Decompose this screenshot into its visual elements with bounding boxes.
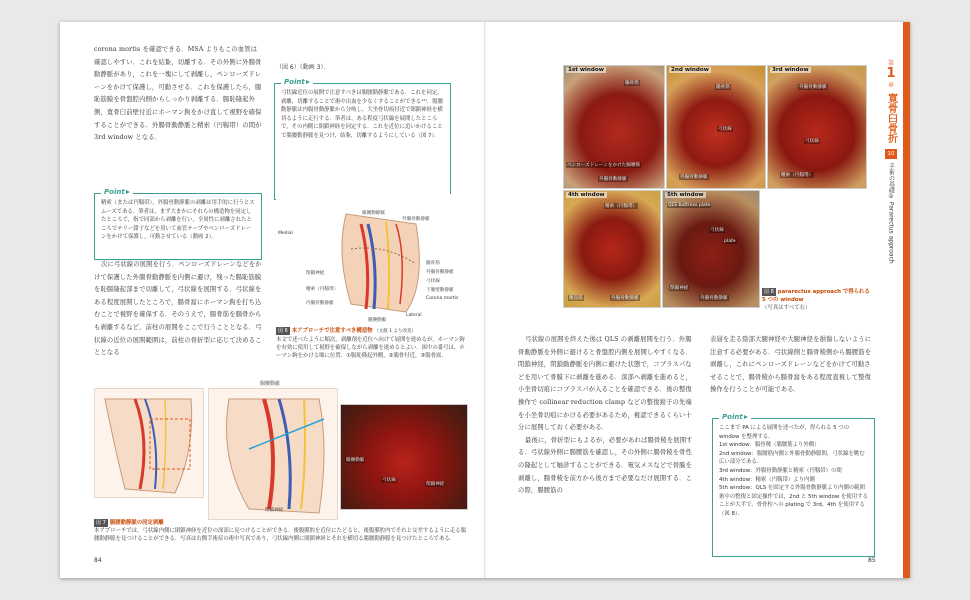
point-tag: Point — [101, 188, 133, 197]
point-item: 4th window：精索（円靱帯）より内側 — [719, 476, 815, 483]
fig6-label: 外腸骨動静脈 — [426, 270, 454, 275]
figure-number: 図 6 — [278, 328, 288, 334]
point-item: 5th window：QLS を固定する外腸骨動静脈より内側の範囲 — [719, 485, 865, 492]
photo-label: 腸骨筋 — [625, 81, 639, 86]
chapter-word: 章 — [887, 82, 894, 89]
point-box-3 — [712, 413, 875, 557]
point-item: 3rd window：外腸骨動静脈と精索（円靱帯）の間 — [719, 467, 842, 474]
photo-label: 腸骨筋 — [716, 85, 730, 90]
figure-sub: （写真はすべて右） — [762, 305, 811, 311]
photo-label: ペンローズドレーンをかけた腸腰筋 — [567, 163, 641, 168]
page-number-left: 84 — [94, 557, 102, 564]
chapter-prefix: 第 — [887, 60, 894, 67]
figure-number: 図 8 — [764, 289, 774, 295]
fig6-label: 精索（円靱帯） — [306, 287, 339, 292]
paragraph: corona mortis を確認できる．MSA よりもこの血管は確認しやすい．これを結紮，切離する．その外側に外腸骨動静脈があり，これを一塊にして剥離し，ペンローズドレーンをかけて保護し，可動させる．これを保護したら，腸恥筋膜を骨盤腔内側からしっかり剥離する．腸恥隆起外側，寛骨臼前壁付近にホーマン鉤をかけ直して視野を確保することができる．外腸骨動静脈と精索（円靱帯）の間が 3rd window となる． — [94, 46, 262, 142]
figure-7-photo — [340, 404, 468, 510]
figure-caption-text: 本アプローチでは，弓状線内側に閉鎖神経を近位の深部に見つけることができる．後腹膜腔を近位にたどると，後腹膜腔内でそれと交差するように走る腸腰動静脈を見つけることができる．写真は右側手術症の術中写真であり，弓状線内側に閉鎖神経とそれを横切る腸腰動静脈を見つけたところである． — [94, 528, 466, 542]
photo-label: 腸腰動脈 — [346, 458, 365, 463]
chapter-title: 寛骨臼骨折 — [885, 93, 897, 143]
point-text: 弓状線近位の展開で注意すべきは腸腰動静脈である．これを同定，剥離，切離することで術中出血を少なくすることができる¹²⁾．腸腰動静脈は内腸骨動静脈から分岐し，大坐骨切痕付近で閉鎖神経を横切るように走行する．筆者は，ある程度弓状線を展開したところで，その内側に閉鎖神経を同定する．これを近位に追いかけることで腸腰動静脈を見つけ，結紮，切離するようにしている（図 7）． — [281, 90, 443, 139]
window-label: 5th window — [667, 192, 704, 198]
window-label: 2nd window — [671, 67, 709, 73]
photo-label: 弓状線 — [718, 127, 732, 132]
fig6-label: Corona mortis — [426, 296, 459, 301]
window-label: 1st window — [568, 67, 604, 73]
figure-6-caption — [276, 327, 466, 360]
gutter — [484, 22, 486, 578]
window-photo-5 — [662, 190, 760, 308]
chapter-number: 1 — [886, 66, 896, 81]
figure-ref: （文献 1 より改変） — [374, 329, 416, 334]
figure-reference: （図 6）（動画 3）． — [276, 64, 330, 71]
window-photo-2 — [666, 65, 766, 189]
point-box-2 — [274, 78, 451, 200]
point-intro: ここまで PA による展開を述べたが，得られる 5 つの window を整理する． — [719, 425, 850, 440]
left-col2-top — [276, 62, 466, 71]
photo-label: 弓状線 — [710, 228, 724, 233]
photo-label: 腹直筋 — [569, 296, 583, 301]
fig7-top-label: 腸腰動脈 — [260, 381, 281, 387]
right-col2-text — [710, 334, 875, 397]
figure-8-caption — [762, 288, 872, 312]
figure-title: pararectus approach で得られる 5 つの window — [762, 289, 870, 303]
point-item: 1st window：腸骨稜（腸腰筋より外側） — [719, 442, 820, 449]
page-number-right: 85 — [868, 557, 876, 564]
figure-6-illustration — [276, 194, 466, 324]
photo-label: plate — [724, 239, 736, 244]
photo-label: 精索（円靱帯） — [605, 204, 638, 209]
photo-label: 外腸骨動静脈 — [799, 85, 827, 90]
point-text: 精索（または円靱帯），外腸骨動静脈の剥離は用手的に行うとスムーズである．筆者は，まず大まかにそれらの構造物を同定したところで，指で同部から剥離を行い，全周性に剥離されたところでテリー鉗子などを用いて血管テープやペンローズドレーンをかけて保護し，可動させている（動画 2）． — [101, 200, 255, 241]
left-col1-text — [94, 44, 262, 145]
photo-label: 外腸骨動静脈 — [611, 296, 639, 301]
fig6-label: 弓状線 — [426, 279, 440, 284]
chapter-tab-bar — [903, 22, 910, 578]
figure-caption-text: 本文で述べたように順次，剥離剤を近位へ向けて展開を進めるが，ホーマン鉤を有効に使用して視野を確保しながら剥離を進めるとよい．図中の番号は，ホーマン鉤をかける順に位置．①腸恥隆起外側，②腸骨付近，③腸骨窩． — [276, 337, 465, 359]
photo-label: 外腸骨動静脈 — [700, 296, 728, 301]
photo-label: 外腸骨動静脈 — [680, 175, 708, 180]
window-photo-4 — [563, 190, 661, 308]
fig6-label: 腸骨筋 — [426, 261, 440, 266]
figure-7-caption — [94, 519, 466, 543]
paragraph: 表層を走る陰部大腿神経や大腿神経を損傷しないように注意する必要がある．弓状線側と腸骨稜側から腸腰筋を剥離し，これにペンローズドレーンなどをかけて可動させることで，腸骨稜から腸骨窩をある程度直視して整復操作を行うことが可能である． — [710, 336, 872, 394]
fig6-label: 下腹壁動静脈 — [426, 288, 454, 293]
point-tag: Point — [719, 413, 751, 422]
photo-label: 閉鎖神経 — [426, 482, 445, 487]
fig6-label: 腸腰動脈 — [368, 318, 387, 323]
photo-label: QLS buttress plate — [668, 203, 711, 208]
fig7-illus-label: 閉鎖神経 — [265, 508, 284, 513]
paragraph: 最後に，骨折型にもよるが，必要があれば腸骨稜を展開する．弓状線外側に腸腰筋を確認し，その外側に腸骨稜を骨性の隆起として触診することができる．電気メスなどで骨膜を剥離し，腸骨稜を前方から後方まで必要なだけ展開する．この際，腸腰筋の — [518, 436, 693, 495]
pelvis-illustration-b — [209, 389, 337, 519]
photo-label: 弓状線 — [382, 478, 396, 483]
figure-number: 図 7 — [96, 520, 106, 526]
fig6-label: 腸腰動静脈 — [362, 211, 385, 216]
pelvis-illustration-a — [95, 389, 203, 497]
photo-label: 精索（円靱帯） — [781, 173, 814, 178]
figure-title: 本アプローチで注意すべき構造物 — [291, 328, 373, 334]
point-box-1 — [94, 188, 262, 260]
section-badge: 10 — [885, 149, 897, 159]
window-label: 3rd window — [772, 67, 809, 73]
figure-7-illustration-b — [208, 388, 338, 520]
point-tag: Point — [281, 78, 313, 87]
point-item: 2nd window：腸腰筋内側と外腸骨動静脈間，弓状線を眺む広い部分である． — [719, 450, 865, 466]
photo-label: 閉鎖神経 — [670, 286, 689, 291]
paragraph: 次に弓状線の展開を行う．ペンローズドレーンなどをかけて保護した外腸骨動静脈を内側に避け，残った腸恥筋膜を恥腸隆起部まで切離して，弓状線を展開する．弓状線をある程度展開したところで，腸骨窩にホーマン鉤を打ち込むことで視野を確保する．そのうえで，腸骨筋を腸骨からも剥離するなど，前柱の展開をここで行うこととなる．弓状線の近位の展開範囲は，前柱の骨折型に応じて決めることとなる — [94, 261, 262, 357]
section-title: 手術の基礎② Pararectus approach — [887, 163, 895, 264]
right-col1-text — [518, 334, 693, 498]
point-outro: 術中の整復と固定操作では，2nd と 5th window を使用することが大半で，骨骨柱への plating で 3rd，4th を使用する（図 8）． — [719, 493, 868, 517]
window-photo-1 — [563, 65, 665, 189]
paragraph: 弓状線の展開を終えた後は QLS の剥離展開を行う．外腸骨動静脈を外側に避けると骨盤腔内側を展開しやすくなる．閉鎖神経，閉鎖動静脈を内側に避けた状態で，コブラスパなどを用いて骨膜下に剥離を進める．深部へ剥離を進めると，小坐骨切痕にコブラスパが入ることを確認できる．後の整復操作で collinear reduction clamp などの整復鉗子の先端を小坐骨切痕にかける必要があるため，視認できるくらい十分に展開しておく必要がある． — [518, 336, 693, 432]
chapter-sidebar — [880, 58, 902, 264]
fig6-label: 内腸骨動静脈 — [306, 301, 334, 306]
window-label: 4th window — [568, 192, 605, 198]
photo-label: 外腸骨動静脈 — [599, 177, 627, 182]
figure-7-illustration-a — [94, 388, 204, 498]
window-photo-3 — [767, 65, 867, 189]
book-spread — [60, 22, 910, 578]
fig6-label: Medial — [278, 231, 293, 236]
photo-label: 弓状線 — [805, 139, 819, 144]
fig6-label: 外腸骨動静脈 — [402, 217, 430, 222]
left-col1-text-2 — [94, 259, 262, 360]
figure-title: 腸腰動静脈の同定剥離 — [109, 520, 164, 526]
fig6-label: Lateral — [406, 313, 422, 318]
fig6-label: 閉鎖神経 — [306, 271, 325, 276]
